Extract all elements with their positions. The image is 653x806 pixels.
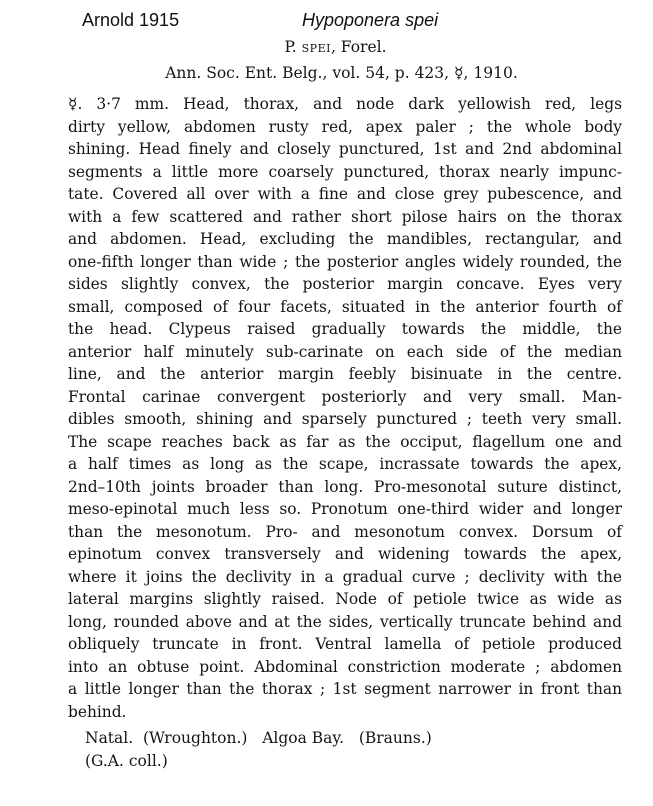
description-line: behind. xyxy=(68,702,127,721)
description-line: shining. Head finely and closely punctured, 1st and 2nd abdominal xyxy=(68,140,622,158)
description-line: line, and the anterior margin feebly bisinuate in the centre. xyxy=(68,365,622,383)
name-epithet: spei xyxy=(301,38,331,56)
description-line: meso-epinotal much less so. Pronotum one-third wider and longer xyxy=(68,500,622,518)
description-line: into an obtuse point. Abdominal constriction moderate ; abdomen xyxy=(68,657,622,676)
description-line: ☿. 3·7 mm. Head, thorax, and node dark yellowish red, legs xyxy=(68,95,622,113)
species-name-line xyxy=(0,38,653,56)
description-line: where it joins the declivity in a gradual curve ; declivity with the xyxy=(68,567,622,586)
description-line: lateral margins slightly raised. Node of petiole twice as wide as xyxy=(68,590,622,608)
description-line: anterior half minutely sub-carinate on each side of the median xyxy=(68,342,622,361)
page-header xyxy=(0,8,653,34)
description-line: small, composed of four facets, situated in the anterior fourth of xyxy=(68,297,622,316)
description-line: sides slightly convex, the posterior margin concave. Eyes very xyxy=(68,275,622,293)
description-line: a little longer than the thorax ; 1st segment narrower in front than xyxy=(68,680,622,698)
collection-line: (G.A. coll.) xyxy=(85,752,168,770)
description-line: than the mesonotum. Pro- and mesonotum convex. Dorsum of xyxy=(68,522,622,541)
description-line: dibles smooth, shining and sparsely punctured ; teeth very small. xyxy=(68,410,622,428)
description-line: one-fifth longer than wide ; the posterior angles widely rounded, the xyxy=(68,252,622,271)
species-description xyxy=(68,93,622,723)
description-line: dirty yellow, abdomen rusty red, apex paler ; the whole body xyxy=(68,117,622,136)
description-line: tate. Covered all over with a fine and close grey pubescence, and xyxy=(68,185,622,203)
description-line: with a few scattered and rather short pilose hairs on the thorax xyxy=(68,207,622,226)
description-line: epinotum convex transversely and widening towards the apex, xyxy=(68,545,622,563)
locality-line: Natal. (Wroughton.) Algoa Bay. (Brauns.) xyxy=(85,729,432,747)
author-year-label: Arnold 1915 xyxy=(82,10,180,30)
name-prefix: P. xyxy=(284,38,302,56)
literature-reference: Ann. Soc. Ent. Belg., vol. 54, p. 423, ☿, 1910. xyxy=(165,64,518,82)
description-line: long, rounded above and at the sides, vertically truncate behind and xyxy=(68,612,622,631)
description-line: segments a little more coarsely punctured, thorax nearly impunc- xyxy=(68,162,622,181)
description-line: the head. Clypeus raised gradually towards the middle, the xyxy=(68,320,622,338)
description-line: 2nd–10th joints broader than long. Pro-mesonotal suture distinct, xyxy=(68,477,622,496)
description-line: The scape reaches back as far as the occiput, flagellum one and xyxy=(68,432,622,451)
species-title: Hypoponera spei xyxy=(302,10,439,30)
name-suffix: , Forel. xyxy=(330,38,387,56)
description-line: a half times as long as the scape, incrassate towards the apex, xyxy=(68,455,622,473)
description-line: Frontal carinae convergent posteriorly and very small. Man- xyxy=(68,387,622,406)
description-line: and abdomen. Head, excluding the mandibles, rectangular, and xyxy=(68,230,622,248)
description-line: obliquely truncate in front. Ventral lamella of petiole produced xyxy=(68,635,622,653)
